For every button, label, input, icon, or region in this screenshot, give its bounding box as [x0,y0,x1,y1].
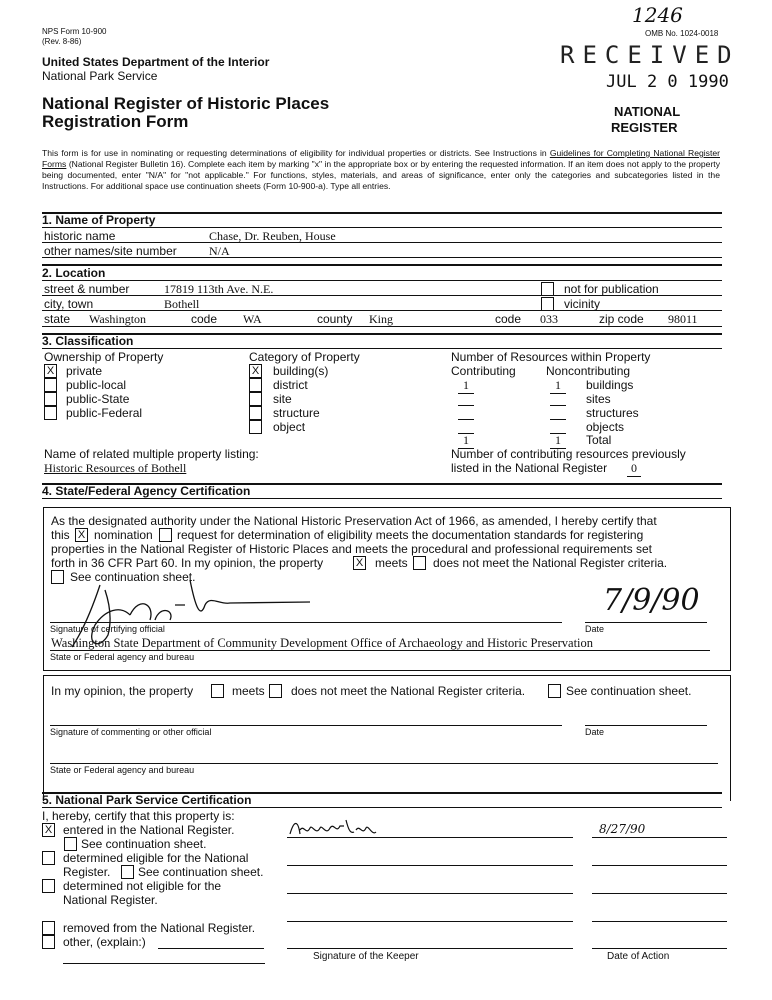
guidelines-link[interactable]: Guidelines for Completing National Register Forms [42,148,720,169]
certification-date: 7/9/90 [603,583,700,618]
noncontributing-sites[interactable] [550,392,566,406]
date-line [585,725,707,726]
category-site-label: site [273,392,292,406]
resource-objects-label: objects [586,420,625,434]
category-structure-label: structure [273,406,320,420]
contributing-buildings[interactable]: 1 [458,378,474,394]
meets-checkbox[interactable]: X [353,556,366,570]
stamp-register: REGISTER [611,120,678,135]
entered-label: entered in the National Register. [63,823,235,837]
keeper-signature-line[interactable] [287,865,573,866]
not-eligible-label-2: National Register. [63,893,158,907]
contributing-objects[interactable] [458,420,474,434]
divider [42,280,722,281]
resource-sites-label: sites [586,392,611,406]
not-for-publication-label: not for publication [564,282,659,296]
noncontributing-structures[interactable] [550,406,566,420]
eligible-label-1: determined eligible for the National [63,851,249,865]
category-label: Category of Property [249,350,360,364]
page-subtitle: Registration Form [42,112,189,131]
resource-total-label: Total [586,433,612,447]
divider [42,326,722,327]
not-eligible-label-1: determined not eligible for the [63,879,222,893]
county-label: county [317,312,353,326]
entered-continuation-checkbox[interactable] [64,837,77,851]
state-code-label: code [191,312,218,326]
resource-buildings-label: buildings [586,378,634,392]
other-explain-line-2[interactable] [63,963,265,964]
divider [42,257,722,258]
commenting-agency-label: State or Federal agency and bureau [50,765,195,775]
instructions-paragraph [42,148,720,192]
entered-continuation-label: See continuation sheet. [81,837,207,851]
category-site-checkbox[interactable] [249,392,262,406]
cert-line-1: As the designated authority under the National Historic Preservation Act of 1966, as amended, I hereby certify that [51,514,657,528]
date-line [585,622,707,623]
ownership-private-label: private [66,364,103,378]
signature-line [50,725,562,726]
city-label: city, town [44,297,94,311]
instructions-text-2: (National Register Bulletin 16). Complete each item by marking "x" in the appropriate box or by entering the requested information. If an item does not apply to the property being documented, enter "N/A" for "not applicable." For functions, styles, materials, and areas of significance, enter only the categories and subcategories listed in the Instructions. For additional space use continuation sheets (Form 10-900-a). Type all entries. [42,159,720,191]
street-field[interactable]: 17819 113th Ave. N.E. [164,282,274,296]
other-label: other, (explain:) [63,935,146,949]
ownership-public-local-checkbox[interactable] [44,378,57,392]
other-explain-line[interactable] [158,948,264,949]
zip-field[interactable]: 98011 [668,312,698,326]
section4-title: 4. State/Federal Agency Certification [42,484,251,498]
ownership-public-federal-checkbox[interactable] [44,406,57,420]
handwritten-number: 1246 [632,3,683,27]
contributing-sites[interactable] [458,392,474,406]
does-not-meet-label: does not meet the National Register criteria. [433,556,668,570]
signature-label: Signature of certifying official [50,624,165,634]
ownership-public-state-checkbox[interactable] [44,392,57,406]
eligible-continuation-label: See continuation sheet. [138,865,264,879]
received-date: JUL 2 0 1990 [606,72,729,92]
agency-field[interactable]: Washington State Department of Community Development Office of Archaeology and Historic Preservation [51,636,594,650]
entered-checkbox[interactable]: X [42,823,55,837]
signature-line [50,622,562,623]
divider [42,807,722,808]
category-building-label: building(s) [273,364,329,378]
opinion-does-not-meet-checkbox[interactable] [269,684,282,698]
keeper-signature-line[interactable] [287,893,573,894]
state-field[interactable]: Washington [89,312,147,326]
action-date-line[interactable] [592,948,727,949]
does-not-meet-checkbox[interactable] [413,556,426,570]
state-label: state [44,312,71,326]
ownership-public-federal-label: public-Federal [66,406,143,420]
opinion-prefix: In my opinion, the property [51,684,194,698]
meets-label: meets [375,556,408,570]
cert-this: this [51,528,70,542]
commenting-signature-label: Signature of commenting or other official [50,727,212,737]
street-label: street & number [44,282,130,296]
contributing-label: Contributing [451,364,516,378]
contributing-structures[interactable] [458,406,474,420]
removed-label: removed from the National Register. [63,921,256,935]
noncontributing-label: Noncontributing [546,364,631,378]
county-field[interactable]: King [369,312,393,326]
category-object-checkbox[interactable] [249,420,262,434]
section3-title: 3. Classification [42,334,134,348]
state-code-field[interactable]: WA [243,312,262,326]
date-of-action-label: Date of Action [607,951,670,962]
related-listing-field[interactable]: Historic Resources of Bothell [44,461,187,475]
see-continuation-label: See continuation sheet. [70,570,196,584]
keeper-signature-line[interactable] [287,921,573,922]
category-district-label: district [273,378,308,392]
action-date: 8/27/90 [599,822,646,836]
opinion-meets-checkbox[interactable] [211,684,224,698]
request-checkbox[interactable] [159,528,172,542]
divider [42,348,722,349]
department: United States Department of the Interior [42,55,270,69]
cert-line-3: properties in the National Register of Historic Places and meets the procedural and professional requirements set [51,542,652,556]
eligible-continuation-checkbox[interactable] [121,865,134,879]
category-structure-checkbox[interactable] [249,406,262,420]
noncontributing-buildings[interactable]: 1 [550,378,566,394]
noncontributing-total[interactable]: 1 [550,433,566,449]
previously-listed-field[interactable]: 0 [627,461,641,477]
city-field[interactable]: Bothell [164,297,200,311]
divider [42,264,722,266]
agency-label: State or Federal agency and bureau [50,652,195,662]
related-listing-label: Name of related multiple property listing: [44,447,259,461]
keeper-signature-line[interactable] [287,837,573,838]
action-date-line[interactable] [592,921,727,922]
other-names-label: other names/site number [44,244,177,258]
divider [42,498,722,499]
divider [42,310,722,311]
opinion-continuation-checkbox[interactable] [548,684,561,698]
opinion-meets-label: meets [232,684,265,698]
section2-title: 2. Location [42,266,106,280]
divider [42,242,722,243]
form-revision: (Rev. 8-86) [42,37,82,46]
opinion-does-not-meet-label: does not meet the National Register criteria. [291,684,526,698]
nomination-label: nomination [94,528,153,542]
page-title: National Register of Historic Places [42,94,330,113]
resources-label: Number of Resources within Property [451,350,651,364]
omb-number: OMB No. 1024-0018 [645,29,719,38]
ownership-private-checkbox[interactable]: X [44,364,57,378]
removed-checkbox[interactable] [42,921,55,935]
resource-structures-label: structures [586,406,639,420]
ownership-label: Ownership of Property [44,350,164,364]
category-object-label: object [273,420,306,434]
nps-cert-intro: I, hereby, certify that this property is: [42,809,235,823]
historic-name-label: historic name [44,229,116,243]
vicinity-checkbox[interactable] [541,297,554,311]
ownership-public-local-label: public-local [66,378,127,392]
section1-title: 1. Name of Property [42,213,156,227]
action-date-line[interactable] [592,893,727,894]
action-date-line[interactable] [592,837,727,838]
not-for-publication-checkbox[interactable] [541,282,554,296]
noncontributing-objects[interactable] [550,420,566,434]
form-number: NPS Form 10-900 [42,27,107,36]
contributing-total[interactable]: 1 [458,433,474,449]
ownership-public-state-label: public-State [66,392,130,406]
stamp-national: NATIONAL [614,104,681,119]
county-code-label: code [495,312,522,326]
previously-listed-label-2: listed in the National Register [451,461,608,475]
county-code-field[interactable]: 033 [540,312,558,326]
commenting-date-label: Date [585,727,605,737]
category-district-checkbox[interactable] [249,378,262,392]
keeper-signature-label: Signature of the Keeper [313,951,419,962]
section5-title: 5. National Park Service Certification [42,793,252,807]
keeper-signature-line[interactable] [287,948,573,949]
opinion-continuation-label: See continuation sheet. [566,684,692,698]
action-date-line[interactable] [592,865,727,866]
eligible-checkbox[interactable] [42,851,55,865]
other-checkbox[interactable] [42,935,55,949]
divider [42,227,722,228]
historic-name-field[interactable]: Chase, Dr. Reuben, House [209,229,336,243]
request-label: request for determination of eligibility meets the documentation standards for registering [177,528,644,542]
cert-line-4: forth in 36 CFR Part 60. In my opinion, the property [51,556,324,570]
divider [42,295,722,296]
vicinity-label: vicinity [564,297,601,311]
divider [42,333,722,335]
agency-line [50,650,710,651]
not-eligible-checkbox[interactable] [42,879,55,893]
agency: National Park Service [42,69,158,83]
other-names-field[interactable]: N/A [209,244,230,258]
eligible-label-2: Register. [63,865,111,879]
nomination-checkbox[interactable]: X [75,528,88,542]
received-stamp: RECEIVED [560,41,740,69]
instructions-text-1: This form is for use in nominating or requesting determinations of eligibility for individual properties or districts. See Instructions in [42,148,550,158]
previously-listed-label-1: Number of contributing resources previously [451,447,686,461]
agency-line [50,763,718,764]
date-label: Date [585,624,605,634]
zip-label: zip code [599,312,644,326]
category-building-checkbox[interactable]: X [249,364,262,378]
